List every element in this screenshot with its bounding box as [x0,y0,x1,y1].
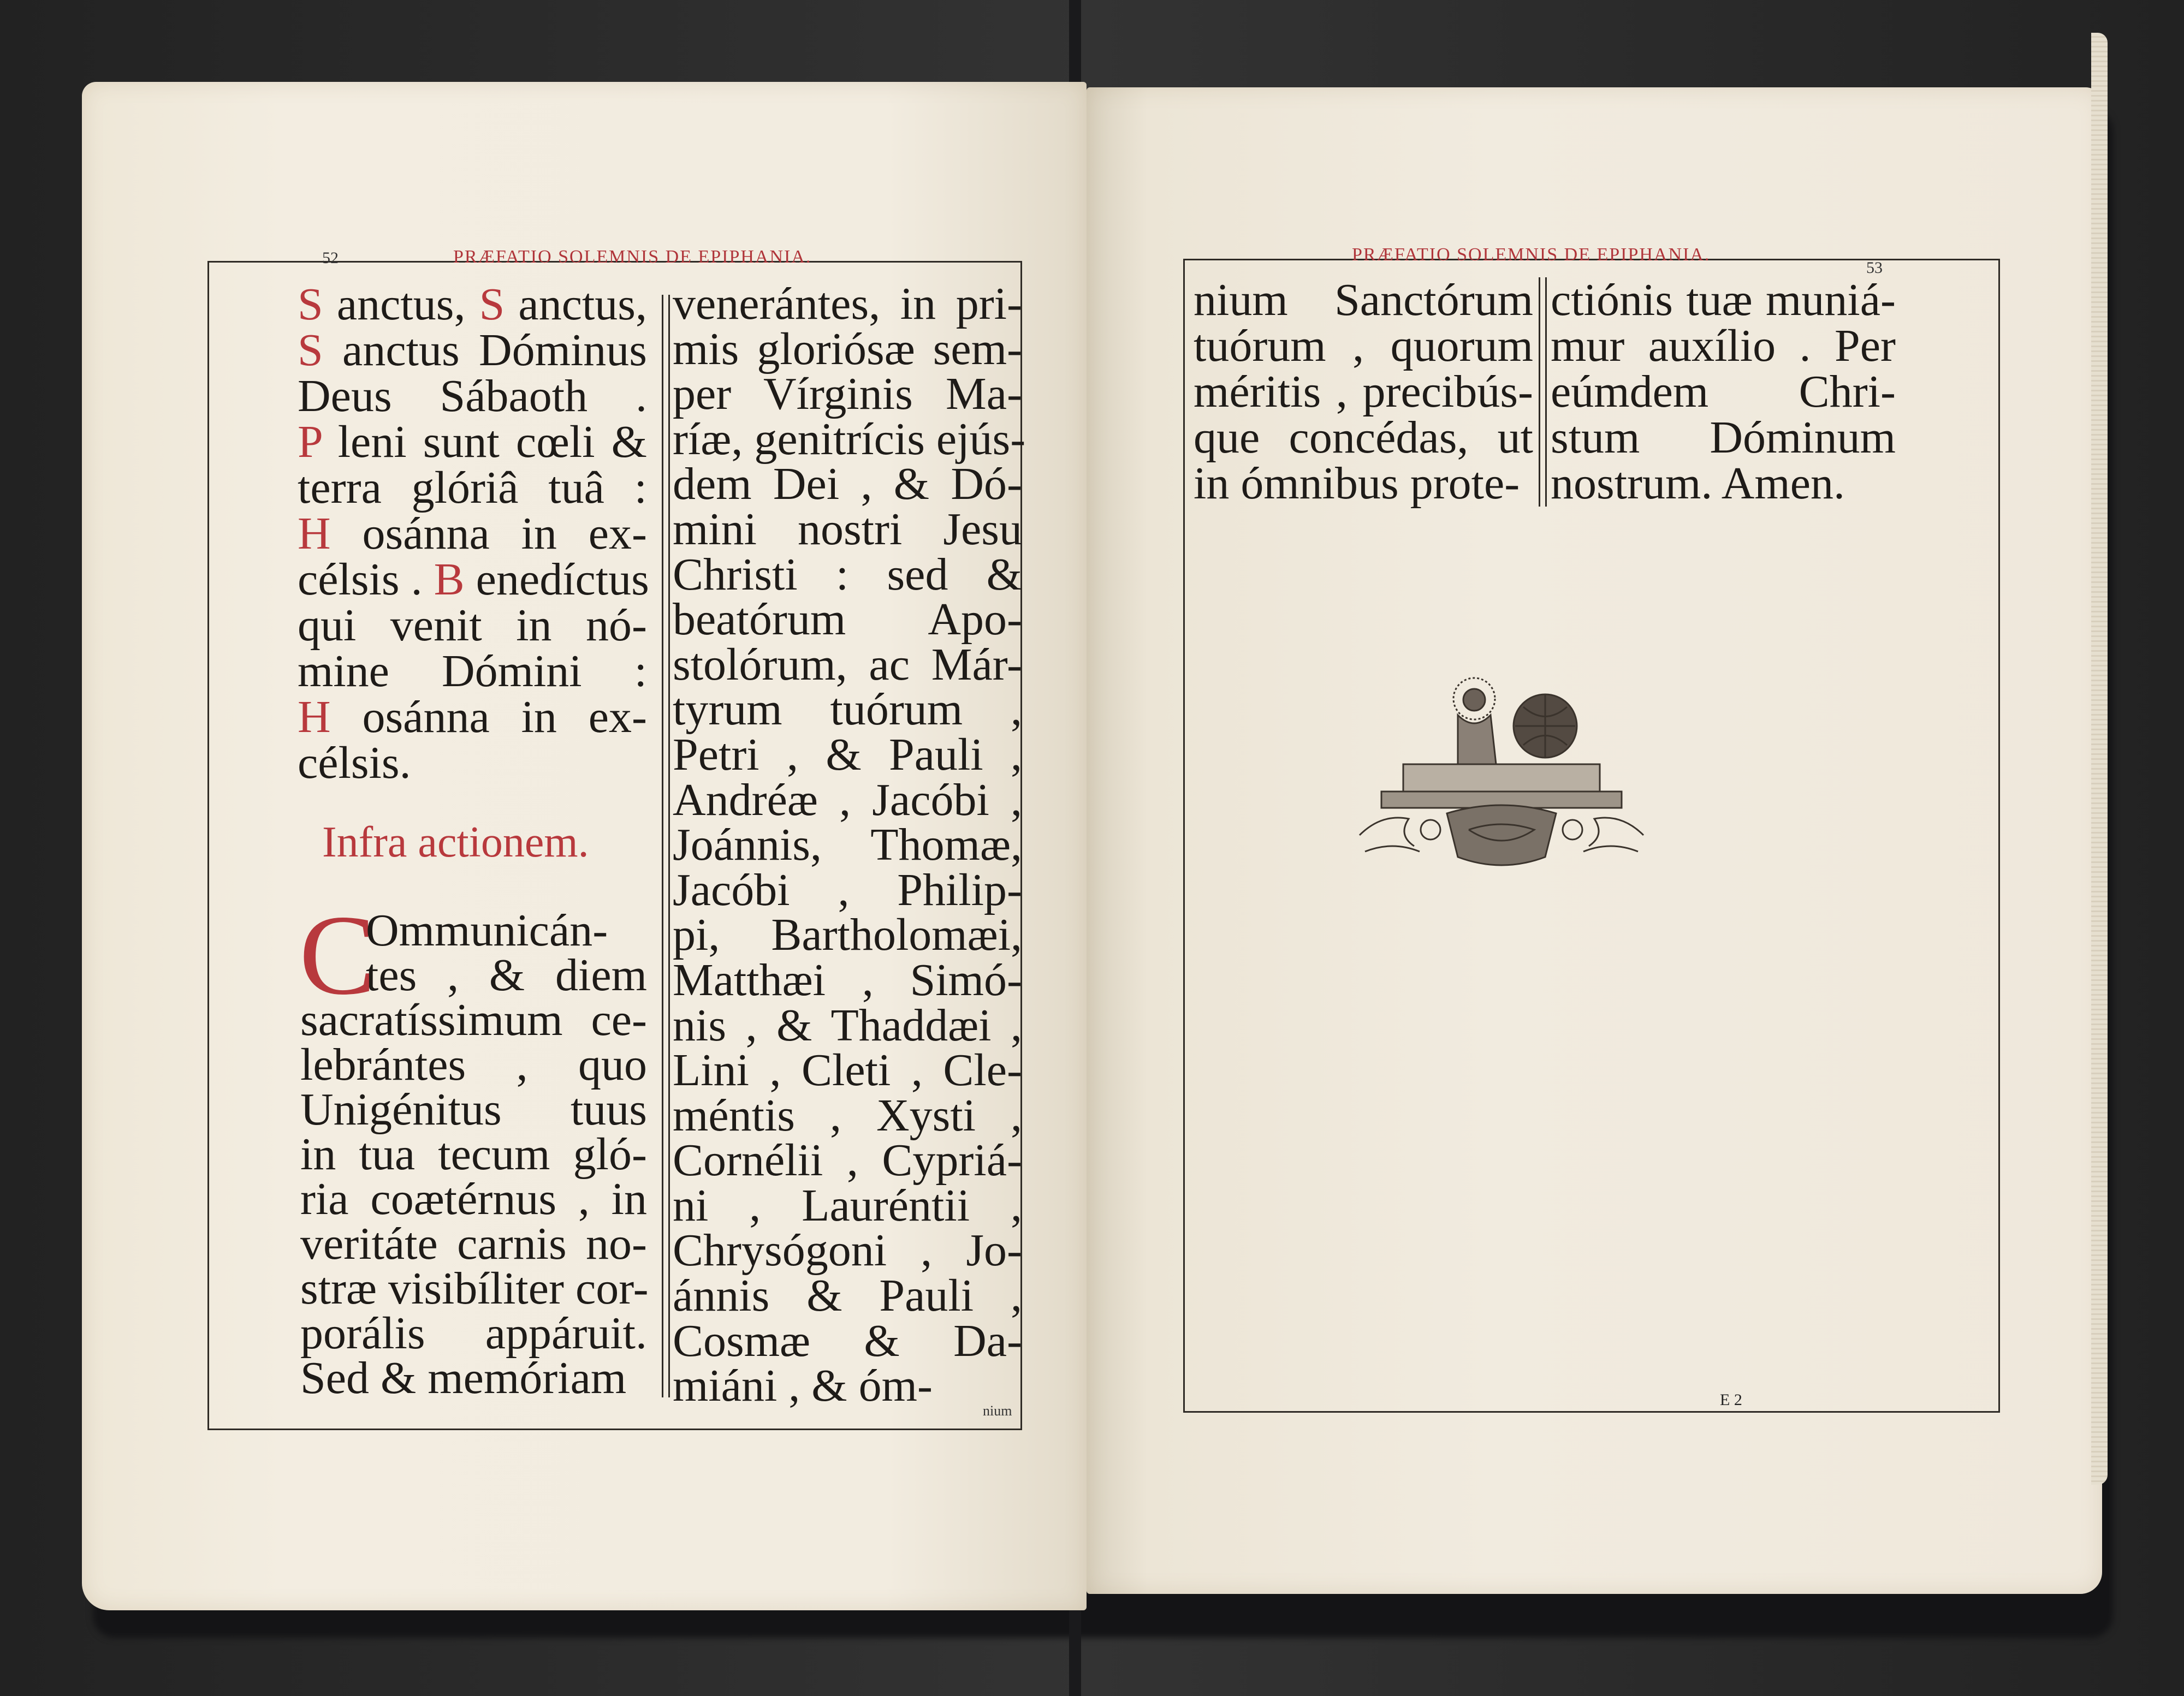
text-line: ctiónis tuæ muniá- [1551,275,1896,325]
text-run: mine Dómini : [298,646,647,697]
rubric-initial: B [434,554,465,605]
text-line [298,462,647,513]
right-column-2 [1551,277,1896,507]
text-run: porális appáruit. [300,1308,647,1359]
text-line: mini nostri Jesu [673,503,1022,555]
text-run: qui venit in nó- [298,600,647,651]
text-line: stolórum, ac Már- [673,639,1022,690]
text-line [300,1308,647,1359]
text-line [300,1129,647,1180]
text-line: eúmdem Chri- [1551,366,1896,417]
text-line [298,600,647,651]
text-line: tyrum tuórum , [673,684,1022,735]
text-line [300,1353,647,1403]
text-line [300,950,647,1001]
text-run: stræ visibíliter cor- [300,1263,649,1314]
right-column-1 [1194,277,1533,507]
text-run: in tua tecum gló- [300,1129,647,1180]
text-line [298,373,647,419]
text-line: nium Sanctórum [1194,275,1533,325]
text-run: Unigénitus tuus [300,1084,647,1135]
text-line: ríæ, genitrícis ejús- [673,413,1026,465]
text-line: Joánnis, Thomæ, [673,819,1022,871]
text-line [298,737,647,788]
rubric-initial: H [298,508,331,559]
text-line: mis gloriósæ sem- [673,323,1022,374]
text-run: anctus Dóminus [323,325,647,376]
text-run: lebrántes , quo [300,1039,647,1090]
rubric-initial: S [298,279,323,330]
text-line [298,416,647,467]
signature-mark: E 2 [1720,1391,1742,1409]
text-line: miáni , & óm- [673,1360,933,1412]
left-page-number: 52 [322,249,339,267]
text-line: Andréæ , Jacóbi , [673,774,1022,825]
page-edges [2091,33,2108,1485]
left-running-head: PRÆFATIO SOLEMNIS DE EPIPHANIA. [453,247,812,267]
left-column-1-continued [299,892,649,1403]
text-run: osánna in ex- [330,692,647,742]
text-line [298,646,647,697]
text-line: méritis , precibús- [1194,366,1533,417]
text-line: stum Dóminum [1551,412,1896,463]
column-rule [662,295,670,1397]
text-run: célsis. [298,737,411,788]
section-title: Infra actionem. [322,818,589,866]
text-line: Christi : sed & [673,549,1022,600]
text-line: nis , & Thaddæi , [673,999,1022,1051]
text-line: beatórum Apo- [673,594,1022,645]
text-line: venerántes, in pri- [673,278,1022,329]
text-run: ria coætérnus , in [300,1174,647,1224]
text-line: ánnis & Pauli , [673,1270,1022,1322]
text-line: dem Dei , & Dó- [673,459,1022,510]
text-run: tes , & diem [366,950,647,1001]
text-run: osánna in ex- [330,508,647,559]
text-line: in ómnibus prote- [1194,458,1520,509]
text-line: Chrysógoni , Jo- [673,1225,1022,1276]
text-line: nostrum. Amen. [1551,458,1845,509]
left-column-1 [298,279,649,788]
text-run: Sed & memóriam [300,1353,627,1403]
text-run: veritáte carnis no- [300,1218,647,1269]
text-run: Ommunicán- [366,905,608,956]
rubric-initial: S [298,325,323,376]
text-line [298,554,649,605]
text-run: célsis . [298,554,434,605]
catchword: nium [983,1403,1012,1419]
right-running-head: PRÆFATIO SOLEMNIS DE EPIPHANIA. [1352,245,1711,265]
text-run: Deus Sábaoth . [298,371,647,421]
text-run: anctus, [323,279,479,330]
text-line: Lini , Cleti , Cle- [673,1045,1022,1096]
text-run: leni sunt cœli & [321,416,647,467]
text-run: anctus, [505,279,647,330]
text-line: mur auxílio . Per [1551,320,1896,371]
text-line: Cornélii , Cypriá- [673,1135,1022,1186]
text-line: Cosmæ & Da- [673,1315,1022,1366]
rubric-initial: H [298,692,331,742]
text-line [298,279,647,330]
right-column-rule [1539,277,1547,507]
text-line: que concédas, ut [1194,412,1533,463]
text-line [298,508,647,559]
text-line [300,905,647,956]
text-run: enedíctus [464,554,649,605]
text-line: Matthæi , Simó- [673,954,1022,1005]
text-run: sacratíssimum ce- [300,995,647,1045]
text-line [300,1263,649,1314]
text-line: ni , Lauréntii , [673,1180,1022,1231]
drop-capital: C [299,892,376,1019]
text-run: terra glóriâ tuâ : [298,462,647,513]
text-line [300,1218,647,1269]
engraved-vignette [1349,655,1654,884]
rubric-initial: S [479,279,505,330]
text-line [298,694,647,740]
text-line: méntis , Xysti , [673,1090,1022,1141]
text-line: per Vírginis Ma- [673,368,1022,420]
text-line: pi, Bartholomæi, [673,909,1022,961]
text-line [300,995,647,1045]
text-line [298,325,647,376]
text-line: Jacóbi , Philip- [673,864,1022,915]
text-line: Petri , & Pauli , [673,729,1022,780]
text-line [300,1174,647,1224]
text-line: tuórum , quorum [1194,320,1533,371]
right-page-number: 53 [1866,259,1883,277]
text-line [300,1039,647,1090]
text-line [300,1084,647,1135]
rubric-initial: P [298,416,322,467]
